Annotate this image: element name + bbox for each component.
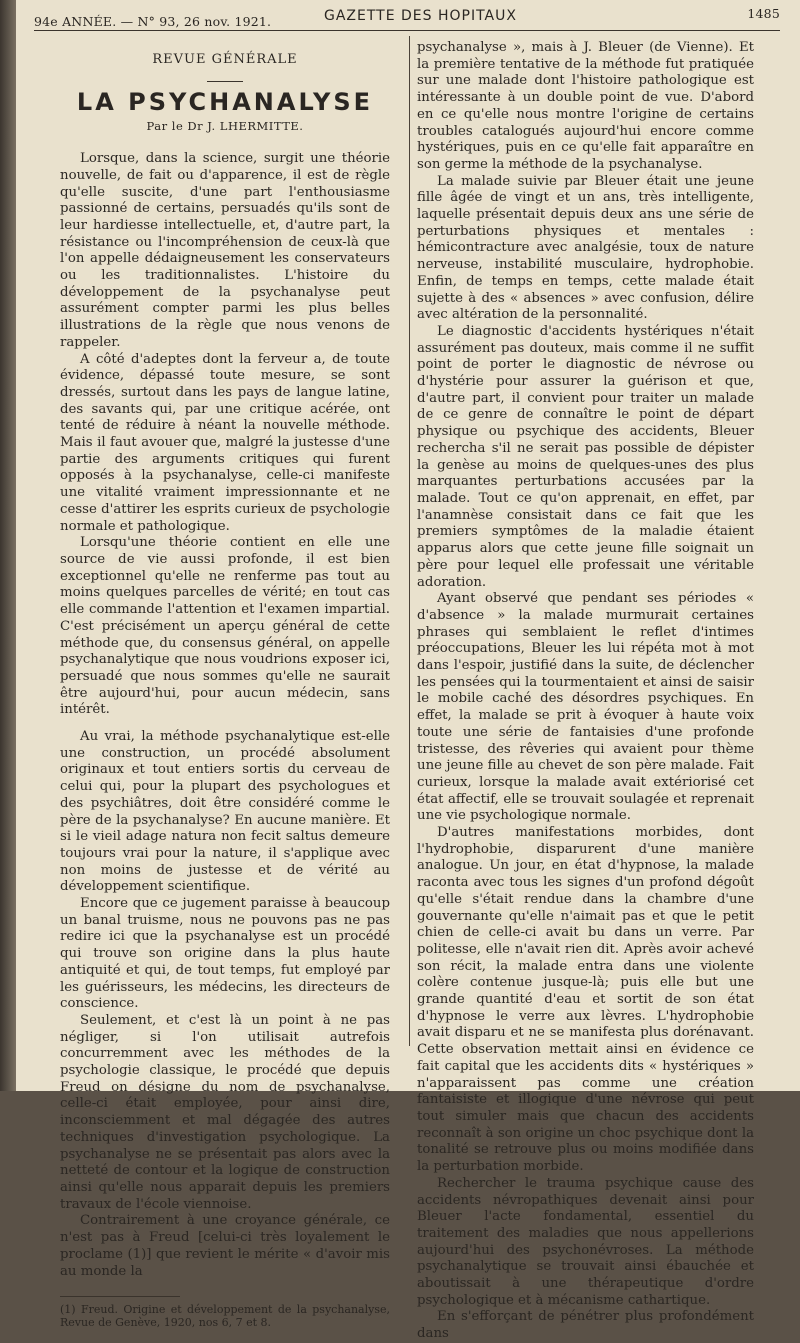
journal-name: GAZETTE DES HOPITAUX — [324, 8, 517, 24]
paragraph: Encore que ce jugement paraisse à beaucoup un banal truisme, nous ne pouvons pas ne pas redire ici que la psychanalyse est un procédé qui trouve son origine dans la plus haute antiquité et qui, de tout temps, fut employé par les guérisseurs, les médecins, les directeurs de conscience. — [60, 896, 390, 1012]
right-column — [417, 40, 754, 1343]
header-rule — [34, 30, 780, 31]
paragraph: Le diagnostic d'accidents hystériques n'était assurément pas douteux, mais comme il ne suffit point de porter le diagnostic de névrose ou d'hystérie pour assurer la guérison et que, d'autre part, il convient pour traiter un malade de ce genre de connaître le point de départ physique ou psychique des accidents, Bleuer rechercha s'il ne serait pas possible de dépister la genèse au moins de quelques-unes des plus marquantes perturbations accusées par la malade. Tout ce qu'on apprenait, en effet, par l'anamnèse consistait dans ce fait que les premiers symptômes de la maladie étaient apparus alors que cette jeune fille soignait un père pour lequel elle professait une véritable adoration. — [417, 323, 754, 590]
paragraph: A côté d'adeptes dont la ferveur a, de toute évidence, dépassé toute mesure, se sont dressés, surtout dans les pays de langue latine, des savants qui, par une critique acérée, ont tenté de réduire à néant la nouvelle méthode. Mais il faut avouer que, malgré la justesse d'une partie des arguments critiques qui furent opposés à la psychanalyse, celle-ci manifeste une vitalité vraiment impressionnante et ne cesse d'attirer les esprits curieux de psychologie normale et pathologique. — [60, 351, 390, 534]
paragraph: D'autres manifestations morbides, dont l'hydrophobie, disparurent d'une manière analogue. Un jour, en état d'hypnose, la malade raconta avec tous les signes d'un profond dégoût qu'elle s'était rendue dans la chambre d'une gouvernante qu'elle n'aimait pas et que le petit chien de celle-ci avait bu dans un verre. Par politesse, elle n'avait rien dit. Après avoir achevé son récit, la malade entra dans une violente colère contenue jusque-là; puis elle but une grande quantité d'eau et sortit de son état d'hypnose le verre aux lèvres. L'hydrophobie avait disparu et ne se manifesta plus dorénavant. Cette observation mettait ainsi en évidence ce fait capital que les accidents dits « hystériques » n'apparaissent pas comme une création fantaisiste et illogique d'une névrose qui peut tout simuler mais que chacun des accidents reconnaît à son origine un choc psychique dont la tonalité se retrouve plus ou moins modifiée dans la perturbation morbide. — [417, 825, 754, 1175]
page-gutter-shadow — [0, 0, 16, 1091]
section-label: REVUE GÉNÉRALE — [152, 52, 298, 67]
article-title: LA PSYCHANALYSE — [76, 87, 374, 116]
newspaper-page — [16, 0, 800, 1342]
footnote-rule — [60, 1296, 180, 1297]
footnote: (1) Freud. Origine et développement de la psychanalyse, Revue de Genève, 1920, nos 6, 7 et 8. — [60, 1303, 390, 1330]
page-header — [34, 4, 780, 30]
paragraph: Au vrai, la méthode psychanalytique est-elle une construction, un procédé absolument originaux et tout entiers sortis du cerveau de celui qui, pour la plupart des psychologues et des psychiâtres, doit être considéré comme le père de la psychanalyse? En aucune manière. Et si le vieil adage natura non fecit saltus demeure toujours vrai pour la nature, il s'applique avec non moins de justesse et de vérité au développement scientifique. — [60, 729, 390, 895]
paragraph: Rechercher le trauma psychique cause des accidents névropathiques devenait ainsi pour Bleuer l'acte fondamental, essentiel du traitement des maladies que nous appellerions aujourd'hui des psychonévroses. La méthode psychanalytique se trouvait ainsi ébauchée et aboutissait à une thérapeutique d'ordre psychologique et à mécanisme cathartique. — [417, 1175, 754, 1308]
article-byline: Par le Dr J. LHERMITTE. — [146, 119, 304, 134]
paragraph: Ayant observé que pendant ses périodes « d'absence » la malade murmurait certaines phrases qui semblaient le reflet d'intimes préoccupations, Bleuer les lui répéta mot à mot dans l'espoir, justifié dans la suite, de déclencher les pensées qui la tourmentaient et ainsi de saisir le mobile caché des désordres psychiques. En effet, la malade se prit à évoquer à haute voix toute une série de fantaisies d'une profonde tristesse, des rêveries qui avaient pour thème une jeune fille au chevet de son père malade. Fait curieux, lorsque la malade avait extériorisé cet état affectif, elle se trouvait soulagée et reprenait une vie psychologique normale. — [417, 591, 754, 824]
issue-info: 94e ANNÉE. — N° 93, 26 nov. 1921. — [34, 14, 272, 29]
paragraph-gap — [60, 719, 390, 729]
column-divider — [409, 36, 410, 1046]
paragraph: Lorsqu'une théorie contient en elle une source de vie aussi profonde, il est bien exceptionnel qu'elle ne renferme pas tout au moins quelques parcelles de vérité; en tout cas elle commande l'attention et l'examen impartial. C'est précisément un aperçu général de cette méthode que, du consensus général, on appelle psychanalytique que nous voudrions exposer ici, persuadé que nous sommes qu'elle ne saurait être aujourd'hui, pour aucun médecin, sans intérêt. — [60, 535, 390, 718]
paragraph: Contrairement à une croyance générale, ce n'est pas à Freud [celui-ci très loyalement le proclame (1)] que revient le mérite « d'avoir mis au monde la — [60, 1213, 390, 1279]
paragraph: Lorsque, dans la science, surgit une théorie nouvelle, de fait ou d'apparence, il est de règle qu'elle suscite, d'une part l'enthousiasme passionné de certains, persuadés qu'ils sont de leur hardiesse intellectuelle, et, d'autre part, la résistance ou l'incompréhension de ceux-là que l'on appelle dédaigneusement les conservateurs ou les traditionnalistes. L'histoire du développement de la psychanalyse peut assurément compter parmi les plus belles illustrations de la règle que nous venons de rappeler. — [60, 151, 390, 350]
left-column — [60, 40, 390, 1329]
paragraph: Seulement, et c'est là un point à ne pas négliger, si l'on utilisait autrefois concurremment avec les méthodes de la psychologie classique, le procédé que depuis Freud on désigne du nom de psychanalyse, celle-ci était employée, pour ainsi dire, inconsciemment et mal dégagée des autres techniques d'investigation psychologique. La psychanalyse ne se présentait pas alors avec la netteté de contour et la logique de construction ainsi qu'elle nous apparait depuis les premiers travaux de l'école viennoise. — [60, 1012, 390, 1212]
page-number: 1485 — [747, 6, 780, 21]
paragraph: En s'efforçant de pénétrer plus profondément dans — [417, 1309, 754, 1342]
section-rule — [207, 81, 243, 82]
paragraph: psychanalyse », mais à J. Bleuer (de Vienne). Et la première tentative de la méthode fut pratiquée sur une malade dont l'histoire pathologique est intéressante à un double point de vue. D'abord en ce qu'elle nous montre l'origine de certains troubles catalogués aujourd'hui encore comme hystériques, puis en ce qu'elle fait apparaître en son germe la méthode de la psychanalyse. — [417, 40, 754, 172]
paragraph: La malade suivie par Bleuer était une jeune fille âgée de vingt et un ans, très intelligente, laquelle présentait depuis deux ans une série de perturbations physiques et mentales : hémicontracture avec analgésie, toux de nature nerveuse, instabilité musculaire, hydrophobie. Enfin, de temps en temps, cette malade était sujette à des « absences » avec confusion, délire avec altération de la personnalité. — [417, 173, 754, 323]
